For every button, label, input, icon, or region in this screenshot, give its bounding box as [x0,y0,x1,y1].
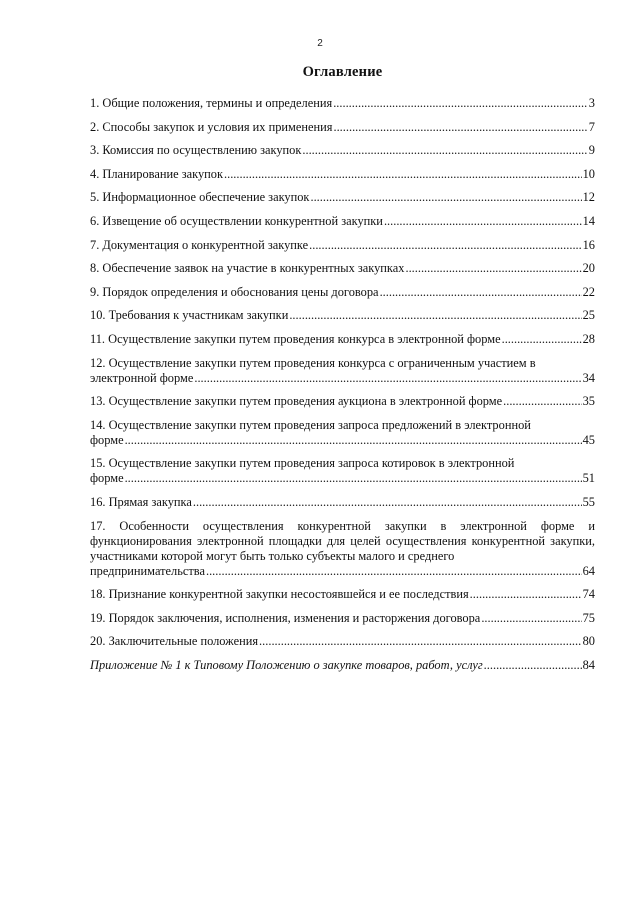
toc-entry-page: 3 [588,96,595,110]
toc-entry-text: 5. Информационное обеспечение закупок [90,190,310,205]
dot-leader [309,238,581,253]
toc-entry-text-continued: форме [90,432,124,447]
toc-entry-20[interactable] [90,634,595,649]
toc-entry-last-line [90,371,595,386]
toc-entry-2[interactable] [90,120,595,135]
dot-leader [125,433,582,448]
toc-entry-text: 6. Извещение об осуществлении конкурентной закупки [90,213,383,228]
toc-entry-14[interactable] [90,418,595,448]
dot-leader [289,308,581,323]
toc-entry-page: 74 [582,587,595,602]
dot-leader [502,332,582,347]
toc-entry-page: 28 [582,331,595,346]
toc-entry-page: 35 [582,394,595,409]
dot-leader [481,611,581,626]
toc-entry-3[interactable] [90,143,595,158]
dot-leader [333,120,587,135]
toc-entry-page: 84 [582,657,595,672]
toc-entry-last-line [90,564,595,579]
table-of-contents [90,96,595,681]
dot-leader [470,587,582,602]
toc-entry-19[interactable] [90,611,595,626]
toc-title: Оглавление [302,64,383,80]
toc-entry-9[interactable] [90,285,595,300]
toc-entry-page: 51 [582,471,595,486]
dot-leader [302,143,587,158]
toc-entry-text: 2. Способы закупок и условия их применения [90,119,333,134]
toc-entry-text: 17. Особенности осуществления конкурентной закупки в электронной форме и функционирования электронной площадки для целей осуществления конкурентной закупки, участниками которой могут быть только субъекты малого и среднего [90,518,595,563]
toc-entry-page: 25 [582,308,595,323]
dot-leader [333,96,588,111]
toc-entry-13[interactable] [90,394,595,409]
dot-leader [125,471,582,486]
toc-entry-page: 75 [582,610,595,625]
toc-entry-text: 13. Осуществление закупки путем проведения аукциона в электронной форме [90,394,503,409]
toc-entry-text-continued: предпринимательства [90,563,205,578]
dot-leader [384,214,582,229]
toc-entry-page: 45 [582,432,595,447]
toc-entry-5[interactable] [90,190,595,205]
toc-entry-text: 9. Порядок определения и обоснования цены договора [90,284,379,299]
dot-leader [194,371,581,386]
toc-entry-page: 64 [582,563,595,578]
toc-entry-16[interactable] [90,495,595,510]
dot-leader [380,285,582,300]
toc-entry-4[interactable] [90,167,595,182]
dot-leader [503,394,581,409]
dot-leader [206,564,582,579]
toc-entry-text: 12. Осуществление закупки путем проведения конкурса с ограниченным участием в [90,355,536,370]
toc-entry-page: 14 [582,213,595,228]
toc-entry-6[interactable] [90,214,595,229]
toc-entry-page: 12 [582,190,595,205]
toc-entry-page: 22 [582,284,595,299]
dot-leader [405,261,581,276]
toc-entry-text: 20. Заключительные положения [90,634,259,649]
dot-leader [193,495,582,510]
toc-entry-page: 16 [582,237,595,252]
toc-entry-text: 10. Требования к участникам закупки [90,308,289,323]
toc-entry-page: 80 [582,634,595,649]
toc-entry-1[interactable] [90,96,595,111]
dot-leader [484,658,582,673]
toc-entry-8[interactable] [90,261,595,276]
toc-entry-12[interactable] [90,356,595,386]
toc-entry-10[interactable] [90,308,595,323]
toc-entry-text: 11. Осуществление закупки путем проведения конкурса в электронной форме [90,331,501,346]
toc-entry-17[interactable] [90,519,595,579]
toc-entry-page: 10 [582,166,595,181]
toc-entry-text-continued: форме [90,471,124,486]
toc-entry-11[interactable] [90,332,595,347]
toc-entry-page: 20 [582,261,595,276]
dot-leader [310,190,581,205]
toc-entry-18[interactable] [90,587,595,602]
dot-leader [259,634,582,649]
toc-entry-text: 8. Обеспечение заявок на участие в конкурентных закупках [90,261,405,276]
toc-entry-last-line [90,471,595,486]
toc-entry-text: 16. Прямая закупка [90,494,192,509]
toc-entry-15[interactable] [90,456,595,486]
toc-entry-text: Приложение № 1 к Типовому Положению о закупке товаров, работ, услуг [90,657,483,672]
toc-entry-last-line [90,433,595,448]
toc-entry-text: 14. Осуществление закупки путем проведения запроса предложений в электронной [90,417,531,432]
toc-entry-page: 34 [582,370,595,385]
toc-entry-text: 3. Комиссия по осуществлению закупок [90,143,302,158]
page-number: 2 [317,38,323,49]
toc-entry-text: 19. Порядок заключения, исполнения, изменения и расторжения договора [90,610,481,625]
toc-entry-7[interactable] [90,238,595,253]
toc-entry-text: 7. Документация о конкурентной закупке [90,237,309,252]
toc-entry-page: 55 [582,494,595,509]
toc-entry-page: 9 [588,143,595,158]
toc-entry-text-continued: электронной форме [90,370,194,385]
toc-entry-text: 4. Планирование закупок [90,166,223,181]
toc-entry-text: 1. Общие положения, термины и определения [90,96,333,110]
toc-entry-page: 7 [588,119,595,134]
dot-leader [224,167,582,182]
toc-entry-appendix-1[interactable] [90,658,595,673]
toc-entry-text: 18. Признание конкурентной закупки несостоявшейся и ее последствия [90,587,469,602]
toc-entry-text: 15. Осуществление закупки путем проведения запроса котировок в электронной [90,456,515,471]
